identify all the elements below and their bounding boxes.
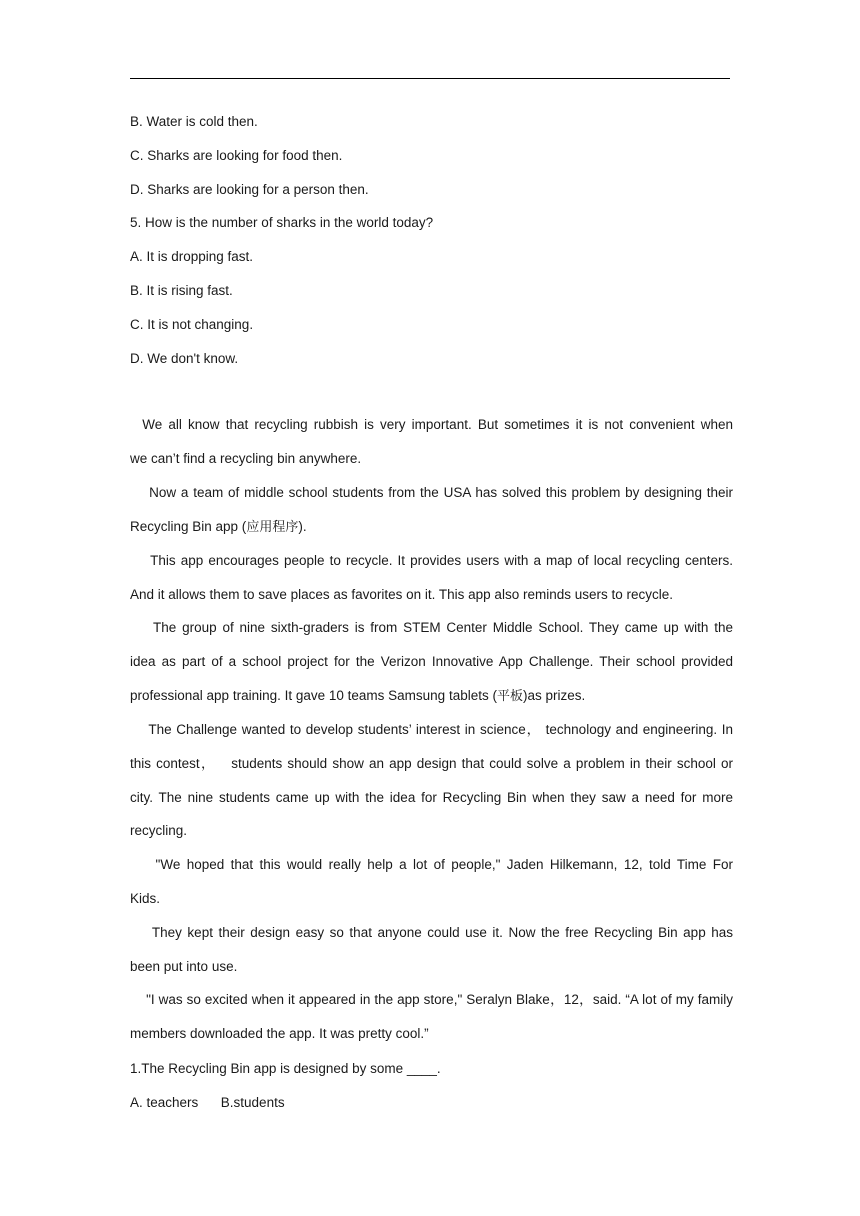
paragraph-text: professional app training. It gave 10 teams Samsung tablets ( [130,687,497,703]
passage-paragraph-8 [130,983,733,1051]
passage-paragraph-3 [130,544,733,612]
paragraph-line [130,679,733,714]
paragraph-line: "I was so excited when it appeared in the app store," Seralyn Blake，12，said. “A lot of my family [130,992,733,1007]
question-options: A. teachers B.students [130,1095,285,1110]
paragraph-line: Kids. [130,890,161,906]
question-stem: 1.The Recycling Bin app is designed by some ____. [130,1061,441,1076]
paragraph-line [130,510,733,545]
option-line: D. Sharks are looking for a person then. [130,182,369,197]
option-line: C. It is not changing. [130,317,254,332]
passage-paragraph-4 [130,611,733,713]
option-line: B. Water is cold then. [130,114,258,129]
header-rule [130,78,730,79]
paragraph-line: And it allows them to save places as favorites on it. This app also reminds users to recycle. [130,586,673,602]
paragraph-line: idea as part of a school project for the Verizon Innovative App Challenge. Their school provided [130,653,733,669]
paragraph-line: recycling. [130,823,188,839]
paragraph-line: "We hoped that this would really help a lot of people," Jaden Hilkemann, 12, told Time For [130,857,733,872]
question-line: 5. How is the number of sharks in the world today? [130,215,434,230]
paragraph-line: The group of nine sixth-graders is from STEM Center Middle School. They came up with the [130,620,733,635]
passage-paragraph-1 [130,408,733,476]
paragraph-text: Recycling Bin app ( [130,518,247,534]
paragraph-line: we can’t find a recycling bin anywhere. [130,450,362,466]
paragraph-line: The Challenge wanted to develop students’ interest in science， technology and engineering. In [130,722,733,737]
passage-paragraph-7 [130,916,733,984]
passage-paragraph-6 [130,848,733,916]
option-line: B. It is rising fast. [130,283,233,298]
paragraph-line: Now a team of middle school students from the USA has solved this problem by designing their [130,485,733,500]
passage-paragraph-2 [130,476,733,545]
paragraph-line: This app encourages people to recycle. It provides users with a map of local recycling centers. [130,553,733,568]
paragraph-text: )as prizes. [522,687,586,703]
paragraph-text: ). [298,518,307,534]
paragraph-line: members downloaded the app. It was pretty cool.” [130,1025,429,1041]
paragraph-line: We all know that recycling rubbish is very important. But sometimes it is not convenient when [130,417,733,432]
passage-paragraph-5 [130,713,733,848]
paragraph-line: been put into use. [130,958,238,974]
option-line: A. It is dropping fast. [130,249,254,264]
option-line: D. We don't know. [130,351,239,366]
option-line: C. Sharks are looking for food then. [130,148,343,163]
chinese-gloss: 应用程序 [246,519,299,535]
chinese-gloss: 平板 [496,688,523,704]
paragraph-line: They kept their design easy so that anyone could use it. Now the free Recycling Bin app has [130,925,733,940]
paragraph-line: city. The nine students came up with the idea for Recycling Bin when they saw a need for more [130,789,733,805]
paragraph-line: this contest， students should show an app design that could solve a problem in their school or [130,755,733,771]
